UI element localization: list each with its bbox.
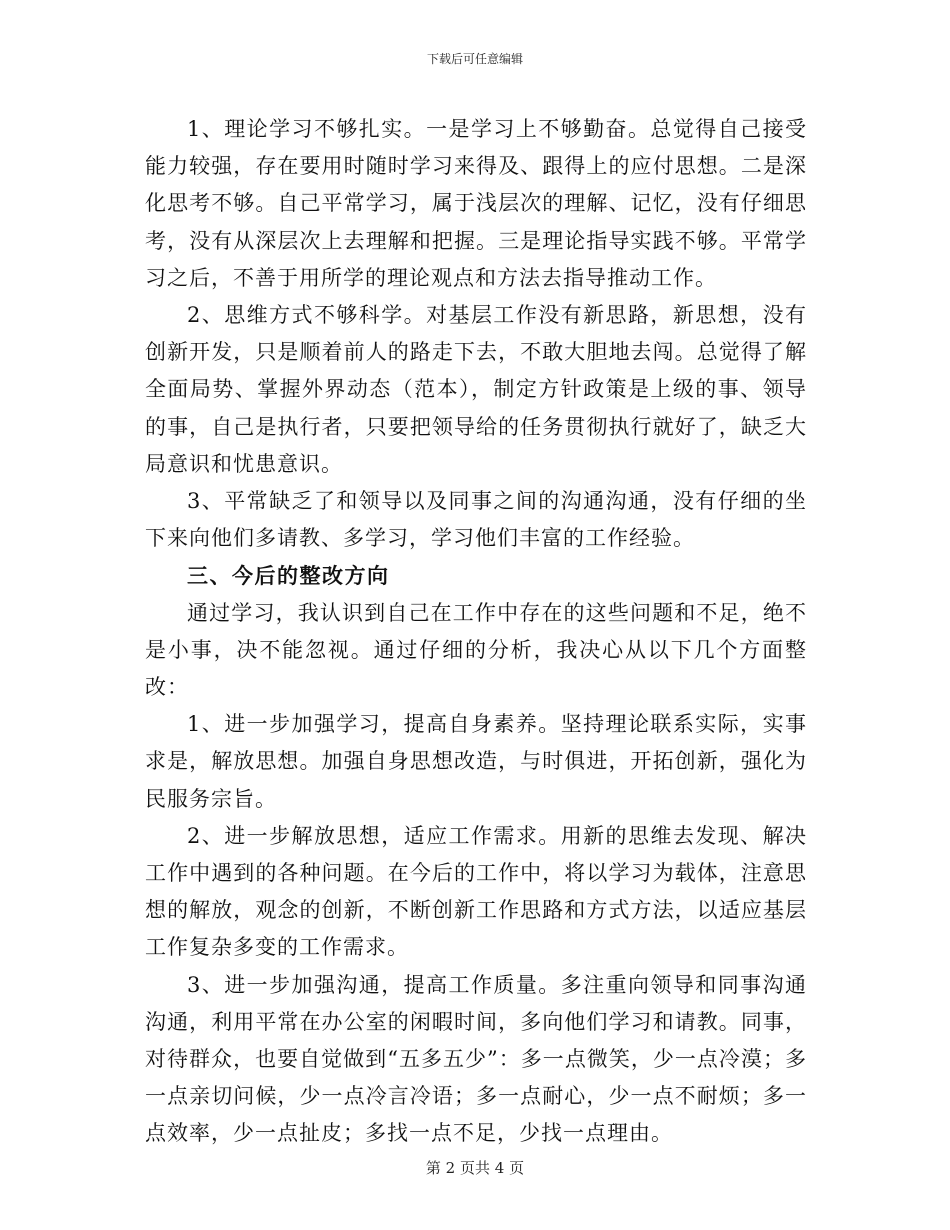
paragraph-thinking-mode: 2、思维方式不够科学。对基层工作没有新思路，新思想，没有创新开发，只是顺着前人的路走下去，不敢大胆地去闯。总觉得了解全面局势、掌握外界动态（范本），制定方针政策是上级的事、领导的事，自己是执行者，只要把领导给的任务贯彻执行就好了，缺乏大局意识和忧患意识。: [145, 303, 807, 476]
paragraph-intro: 通过学习，我认识到自己在工作中存在的这些问题和不足，绝不是小事，决不能忽视。通过仔细的分析，我决心从以下几个方面整改：: [145, 600, 807, 700]
paragraph-theory-study: 1、理论学习不够扎实。一是学习上不够勤奋。总觉得自己接受能力较强，存在要用时随时学习来得及、跟得上的应付思想。二是深化思考不够。自己平常学习，属于浅层次的理解、记忆，没有仔细思考，没有从深层次上去理解和把握。三是理论指导实践不够。平常学习之后，不善于用所学的理论观点和方法去指导推动工作。: [145, 117, 807, 290]
page-header: 下载后可任意编辑: [426, 52, 523, 66]
document-body: [145, 111, 807, 1153]
section-heading: 三、今后的整改方向: [187, 563, 390, 589]
paragraph-strengthen-study: 1、进一步加强学习，提高自身素养。坚持理论联系实际，实事求是，解放思想。加强自身思想改造，与时俱进，开拓创新，强化为民服务宗旨。: [145, 712, 807, 811]
paragraph-emancipate-mind: 2、进一步解放思想，适应工作需求。用新的思维去发现、解决工作中遇到的各种问题。在今后的工作中，将以学习为载体，注意思想的解放，观念的创新，不断创新工作思路和方式方法，以适应基层工作复杂多变的工作需求。: [145, 823, 807, 960]
paragraph-strengthen-communication: 3、进一步加强沟通，提高工作质量。多注重向领导和同事沟通沟通，利用平常在办公室的闲暇时间，多向他们学习和请教。同事，对待群众，也要自觉做到“五多五少”：多一点微笑，少一点冷漠；多一点亲切问候，少一点冷言冷语；多一点耐心，少一点不耐烦；多一点效率，少一点扯皮；多找一点不足，少找一点理由。: [145, 972, 807, 1146]
page-footer: 第 2 页共 4 页: [425, 1159, 525, 1177]
paragraph-communication: 3、平常缺乏了和领导以及同事之间的沟通沟通，没有仔细的坐下来向他们多请教、多学习，学习他们丰富的工作经验。: [145, 489, 807, 551]
